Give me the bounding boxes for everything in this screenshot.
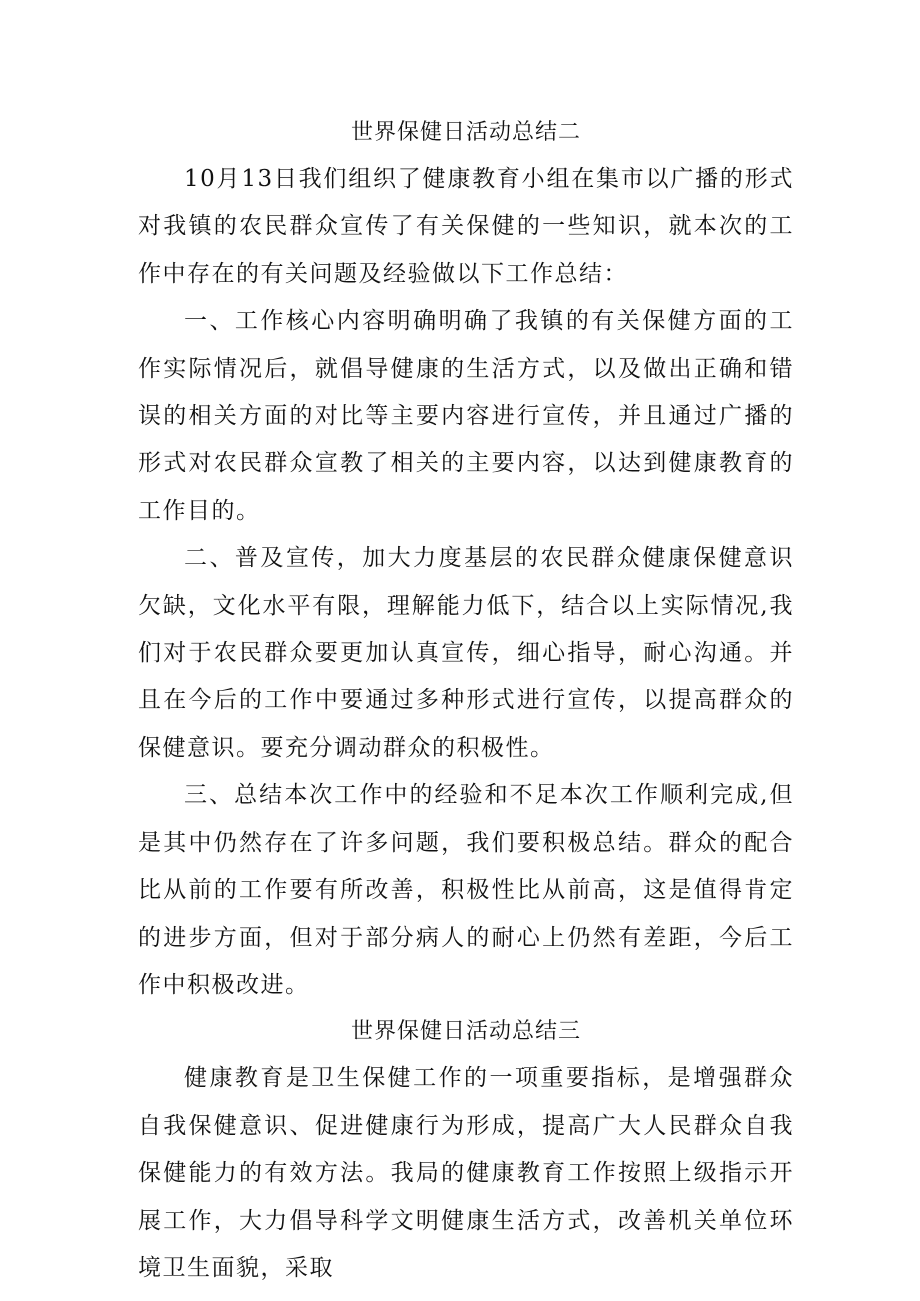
document-page [138, 110, 794, 1292]
paragraph-point-1: 一、工作核心内容明确明确了我镇的有关保健方面的工作实际情况后，就倡导健康的生活方式，以及做出正确和错误的相关方面的对比等主要内容进行宣传，并且通过广播的形式对农民群众宣教了相关的主要内容，以达到健康教育的工作目的。 [138, 308, 794, 524]
section-title-2: 世界保健日活动总结二 [350, 120, 581, 145]
section-title-3: 世界保健日活动总结三 [350, 1019, 581, 1045]
paragraph-point-3: 三、总结本次工作中的经验和不足本次工作顺利完成,但是其中仍然存在了许多问题，我们要积极总结。群众的配合比从前的工作要有所改善，积极性比从前高，这是值得肯定的进步方面，但对于部分病人的耐心上仍然有差距，今后工作中积极改进。 [138, 782, 794, 998]
paragraph-intro: 10月13日我们组织了健康教育小组在集市以广播的形式对我镇的农民群众宣传了有关保健的一些知识，就本次的工作中存在的有关问题及经验做以下工作总结： [138, 166, 794, 287]
paragraph-point-2: 二、普及宣传，加大力度基层的农民群众健康保健意识欠缺，文化水平有限，理解能力低下，结合以上实际情况,我们对于农民群众要更加认真宣传，细心指导，耐心沟通。并且在今后的工作中要通过多种形式进行宣传，以提高群众的保健意识。要充分调动群众的积极性。 [138, 545, 794, 761]
paragraph-section3-body: 健康教育是卫生保健工作的一项重要指标，是增强群众自我保健意识、促进健康行为形成，提高广大人民群众自我保健能力的有效方法。我局的健康教育工作按照上级指示开展工作，大力倡导科学文明健康生活方式，改善机关单位环境卫生面貌，采取 [138, 1065, 794, 1281]
